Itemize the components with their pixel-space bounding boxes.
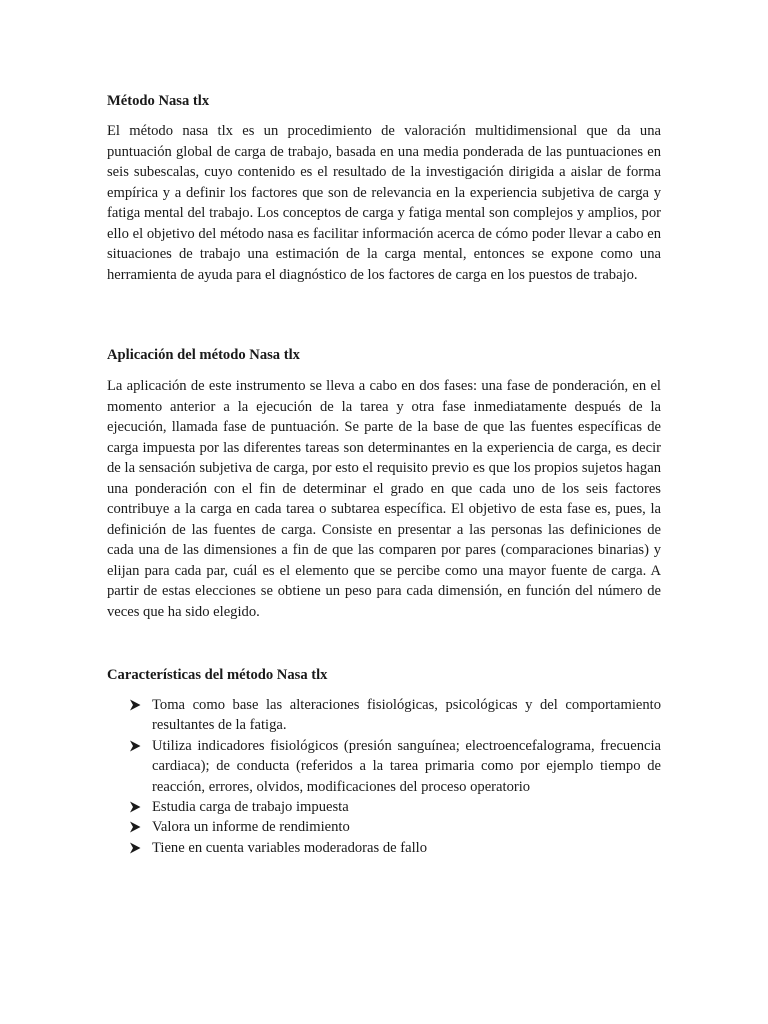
arrowhead-bullet-icon bbox=[129, 821, 141, 833]
list-item bbox=[129, 838, 661, 858]
list-item bbox=[129, 736, 661, 797]
list-item bbox=[129, 797, 661, 817]
section-title-aplicacion: Aplicación del método Nasa tlx bbox=[107, 347, 300, 363]
list-item-text: Valora un informe de rendimiento bbox=[152, 819, 350, 836]
section-title-caracteristicas: Características del método Nasa tlx bbox=[107, 667, 328, 683]
characteristics-list bbox=[129, 695, 661, 858]
section-body-metodo: El método nasa tlx es un procedimiento de valoración multidimensional que da una puntuación global de carga de trabajo, basada en una media ponderada de las puntuaciones en seis subescalas, cuyo contenido es el resultado de la investigación dirigida a aislar de forma empírica y a definir los factores que son de relevancia en la experiencia subjetiva de carga y fatiga mental del trabajo. Los conceptos de carga y fatiga mental son complejos y amplios, por ello el objetivo del método nasa es facilitar información acerca de cómo poder llevar a cabo en situaciones de trabajo una estimación de la carga mental, entonces se expone como una herramienta de ayuda para el diagnóstico de los factores de carga en los puestos de trabajo. bbox=[107, 123, 661, 283]
list-item bbox=[129, 817, 661, 837]
arrowhead-bullet-icon bbox=[129, 801, 141, 813]
list-item-text: Toma como base las alteraciones fisiológicas, psicológicas y del comportamiento resultantes de la fatiga. bbox=[152, 697, 661, 734]
section-body-aplicacion: La aplicación de este instrumento se lleva a cabo en dos fases: una fase de ponderación, en el momento anterior a la ejecución de la tarea y otra fase inmediatamente después de la ejecución, llamada fase de puntuación. Se parte de la base de que las fuentes específicas de carga impuesta por las diferentes tareas son determinantes en la experiencia de carga, es decir de la sensación subjetiva de carga, por esto el requisito previo es que los propios sujetos hagan una ponderación con el fin de determinar el grado en que cada uno de los seis factores contribuye a la carga en cada tarea o subtarea específica. El objetivo de esta fase es, pues, la definición de las fuentes de carga. Consiste en presentar a las personas las definiciones de cada una de las dimensiones a fin de que las comparen por pares (comparaciones binarias) y elijan para cada par, cuál es el elemento que se percibe como una mayor fuente de carga. A partir de estas elecciones se obtiene un peso para cada dimensión, en función del número de veces que ha sido elegido. bbox=[107, 378, 661, 620]
arrowhead-bullet-icon bbox=[129, 842, 141, 854]
list-item-text: Utiliza indicadores fisiológicos (presión sanguínea; electroencefalograma, frecuencia cardiaca); de conducta (referidos a la tarea primaria como por ejemplo tiempo de reacción, errores, olvidos, modificaciones del proceso operatorio bbox=[152, 737, 661, 795]
list-item-text: Tiene en cuenta variables moderadoras de fallo bbox=[152, 839, 428, 856]
list-item bbox=[129, 695, 661, 736]
section-title-metodo: Método Nasa tlx bbox=[107, 93, 210, 109]
arrowhead-bullet-icon bbox=[129, 699, 141, 711]
arrowhead-bullet-icon bbox=[129, 740, 141, 752]
list-item-text: Estudia carga de trabajo impuesta bbox=[152, 799, 349, 816]
